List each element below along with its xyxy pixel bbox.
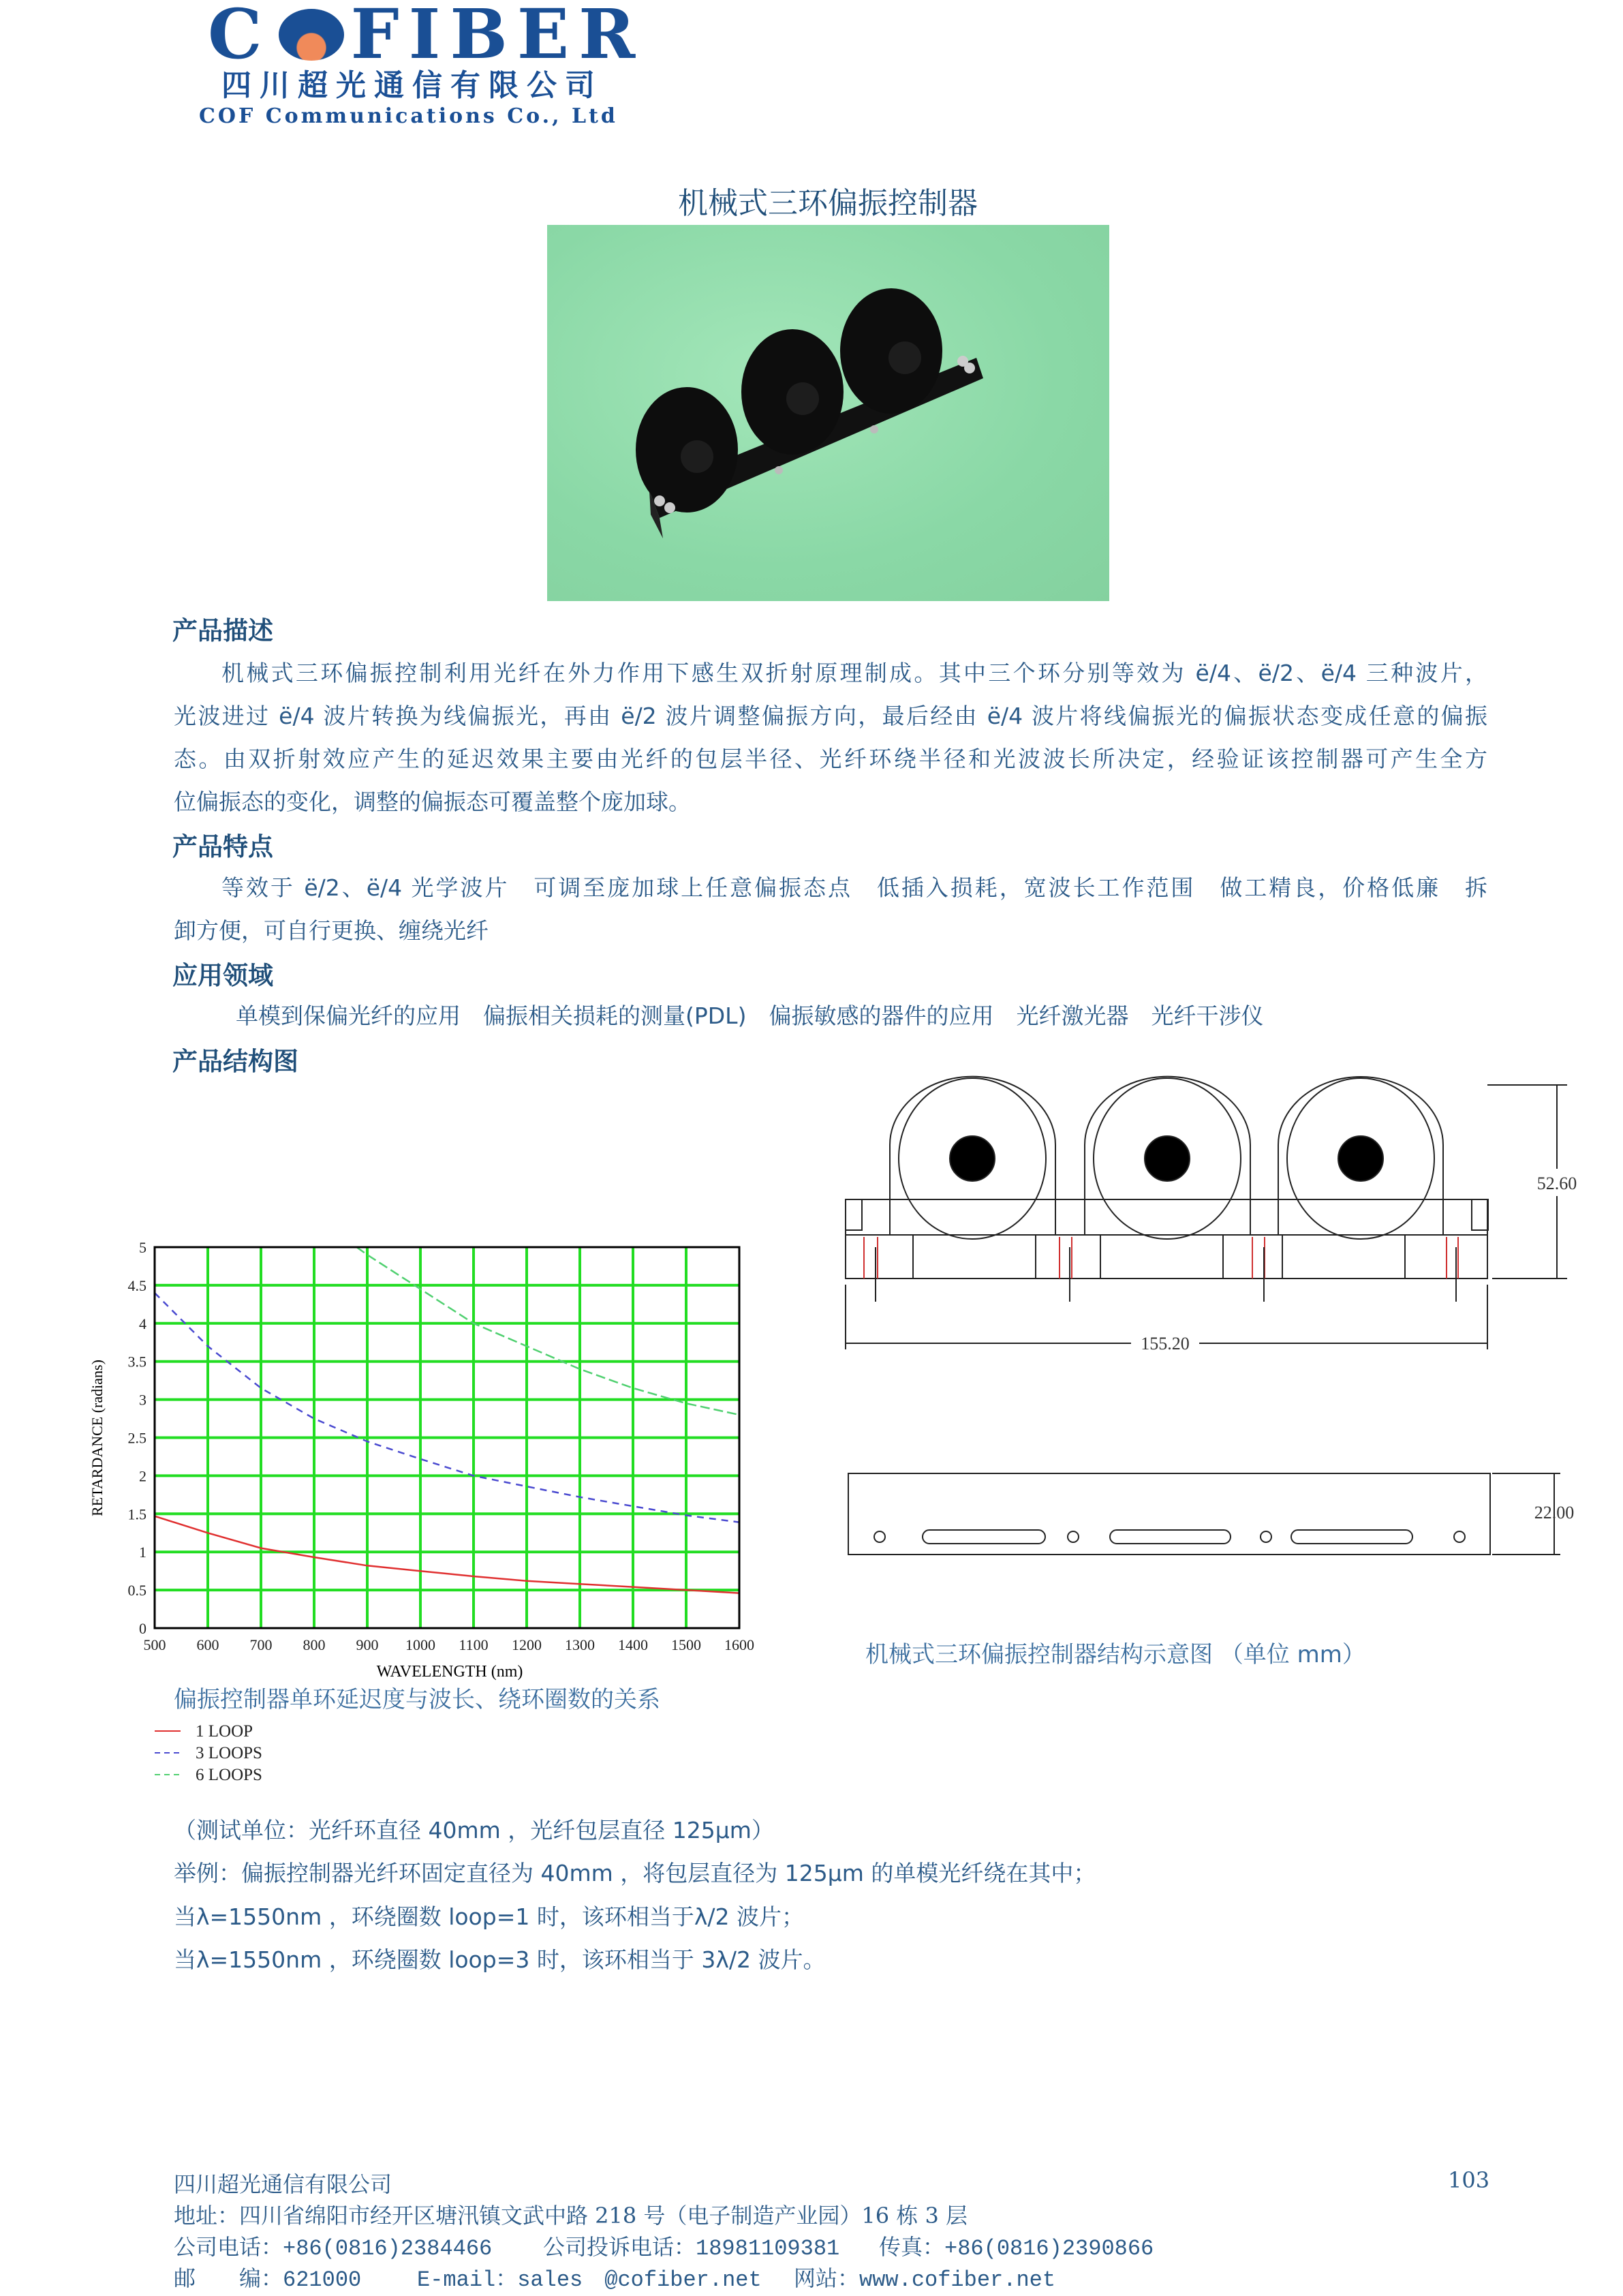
legend-label: 3 LOOPS [196, 1744, 262, 1762]
page-title: 机械式三环偏振控制器 [678, 186, 978, 221]
y-tick-label: 1 [139, 1544, 146, 1561]
heading-description: 产品描述 [172, 616, 273, 645]
example-note: 举例：偏振控制器光纤环固定直径为 40mm ，将包层直径为 125μm 的单模光纤绕在其中； [174, 1860, 1096, 1886]
logo-globe-icon [279, 9, 344, 61]
width-dimension: 155.20 [1141, 1334, 1190, 1353]
description-line: 态。由双折射效应产生的延迟效果主要由光纤的包层半径、光纤环绕半径和光波波长所决定，经验证该控制器可产生全方 [174, 746, 1487, 772]
x-tick-label: 500 [143, 1636, 166, 1653]
series-line-6-loops [356, 1247, 739, 1415]
footer-postcode: 邮 编：621000 [174, 2267, 362, 2293]
series-line-3-loops [155, 1293, 739, 1522]
footer-website: 网站：www.cofiber.net [794, 2267, 1056, 2293]
test-conditions: （测试单位：光纤环直径 40mm ，光纤包层直径 125μm） [174, 1817, 774, 1843]
logo-letters-fiber: FIBER [350, 0, 645, 74]
footer-phone: 公司电话：+86(0816)2384466 [174, 2236, 493, 2261]
diagram-caption: 机械式三环偏振控制器结构示意图 （单位 mm） [865, 1641, 1365, 1668]
x-tick-label: 1200 [512, 1636, 542, 1653]
x-tick-label: 1300 [565, 1636, 595, 1653]
y-tick-label: 2 [139, 1467, 146, 1485]
legend-label: 1 LOOP [196, 1722, 253, 1741]
chart-caption: 偏振控制器单环延迟度与波长、绕环圈数的关系 [174, 1686, 660, 1713]
product-photo [547, 225, 1109, 601]
x-tick-label: 600 [196, 1636, 219, 1653]
description-line: 机械式三环偏振控制利用光纤在外力作用下感生双折射原理制成。其中三个环分别等效为 ë/4、ë/2、ë/4 三种波片， [221, 660, 1487, 686]
front-view [846, 1077, 1567, 1349]
footer-email: E-mail：sales @cofiber.net [417, 2267, 762, 2293]
y-axis-label: RETARDANCE (radians) [89, 1360, 106, 1516]
heading-structure: 产品结构图 [172, 1047, 298, 1076]
description-line: 光波进过 ë/4 波片转换为线偏振光，再由 ë/2 波片调整偏振方向，最后经由 ë/4 波片将线偏振光的偏振状态变成任意的偏振 [174, 703, 1487, 729]
loop-hub [1338, 1136, 1383, 1181]
height-dimension: 52.60 [1536, 1174, 1577, 1193]
chart-legend [155, 1722, 262, 1784]
logo-brand [208, 0, 645, 74]
x-tick-label: 900 [356, 1636, 379, 1653]
series-line-1-loop [155, 1516, 739, 1593]
y-tick-label: 0 [139, 1620, 146, 1637]
x-tick-label: 1000 [405, 1636, 435, 1653]
loop-hub [950, 1136, 995, 1181]
footer-complaint-phone: 公司投诉电话：18981109381 [543, 2236, 840, 2261]
heading-features: 产品特点 [172, 832, 273, 861]
y-tick-label: 2.5 [127, 1429, 146, 1447]
y-tick-label: 3.5 [127, 1353, 146, 1371]
example-note: 当λ=1550nm ，环绕圈数 loop=3 时，该环相当于 3λ/2 波片。 [174, 1946, 826, 1973]
footer-address: 地址：四川省绵阳市经开区塘汛镇文武中路 218 号（电子制造产业园）16 栋 3 层 [174, 2203, 968, 2229]
x-tick-label: 1100 [459, 1636, 489, 1653]
logo-letter-c: C [208, 0, 272, 74]
y-tick-label: 4.5 [127, 1276, 146, 1294]
logo-company-cn: 四川超光通信有限公司 [221, 68, 603, 103]
footer-company: 四川超光通信有限公司 [174, 2171, 392, 2197]
features-line: 等效于 ë/2、ë/4 光学波片 可调至庞加球上任意偏振态点 低插入损耗，宽波长工作范围 做工精良，价格低廉 拆 [221, 874, 1487, 901]
legend-label: 6 LOOPS [196, 1766, 262, 1784]
description-line: 位偏振态的变化，调整的偏振态可覆盖整个庞加球。 [174, 789, 691, 815]
footer-fax: 传真：+86(0816)2390866 [879, 2236, 1154, 2261]
chart-grid [155, 1247, 739, 1628]
y-tick-label: 1.5 [127, 1505, 146, 1523]
y-tick-label: 3 [139, 1391, 146, 1409]
structure-diagram [818, 1063, 1601, 1595]
page-number: 103 [1448, 2167, 1490, 2193]
x-tick-label: 700 [249, 1636, 273, 1653]
y-tick-label: 4 [139, 1315, 146, 1332]
x-tick-label: 1500 [671, 1636, 701, 1653]
example-note: 当λ=1550nm ，环绕圈数 loop=1 时，该环相当于λ/2 波片； [174, 1903, 804, 1930]
x-tick-label: 1400 [618, 1636, 648, 1653]
x-axis-label: WAVELENGTH (nm) [376, 1663, 523, 1681]
features-line: 卸方便，可自行更换、缠绕光纤 [174, 917, 489, 944]
logo-company-en: COF Communications Co., Ltd [199, 104, 618, 128]
x-tick-label: 1600 [724, 1636, 754, 1653]
polarization-controller-image [547, 225, 1109, 601]
y-tick-label: 5 [139, 1239, 146, 1256]
heading-applications: 应用领域 [172, 961, 273, 990]
bottom-view [848, 1473, 1560, 1555]
y-tick-label: 0.5 [127, 1582, 146, 1599]
depth-dimension: 22.00 [1534, 1503, 1575, 1522]
loop-hub [1145, 1136, 1190, 1181]
applications-line: 单模到保偏光纤的应用 偏振相关损耗的测量(PDL) 偏振敏感的器件的应用 光纤激光器 光纤干涉仪 [236, 1002, 1264, 1029]
x-tick-label: 800 [303, 1636, 326, 1653]
